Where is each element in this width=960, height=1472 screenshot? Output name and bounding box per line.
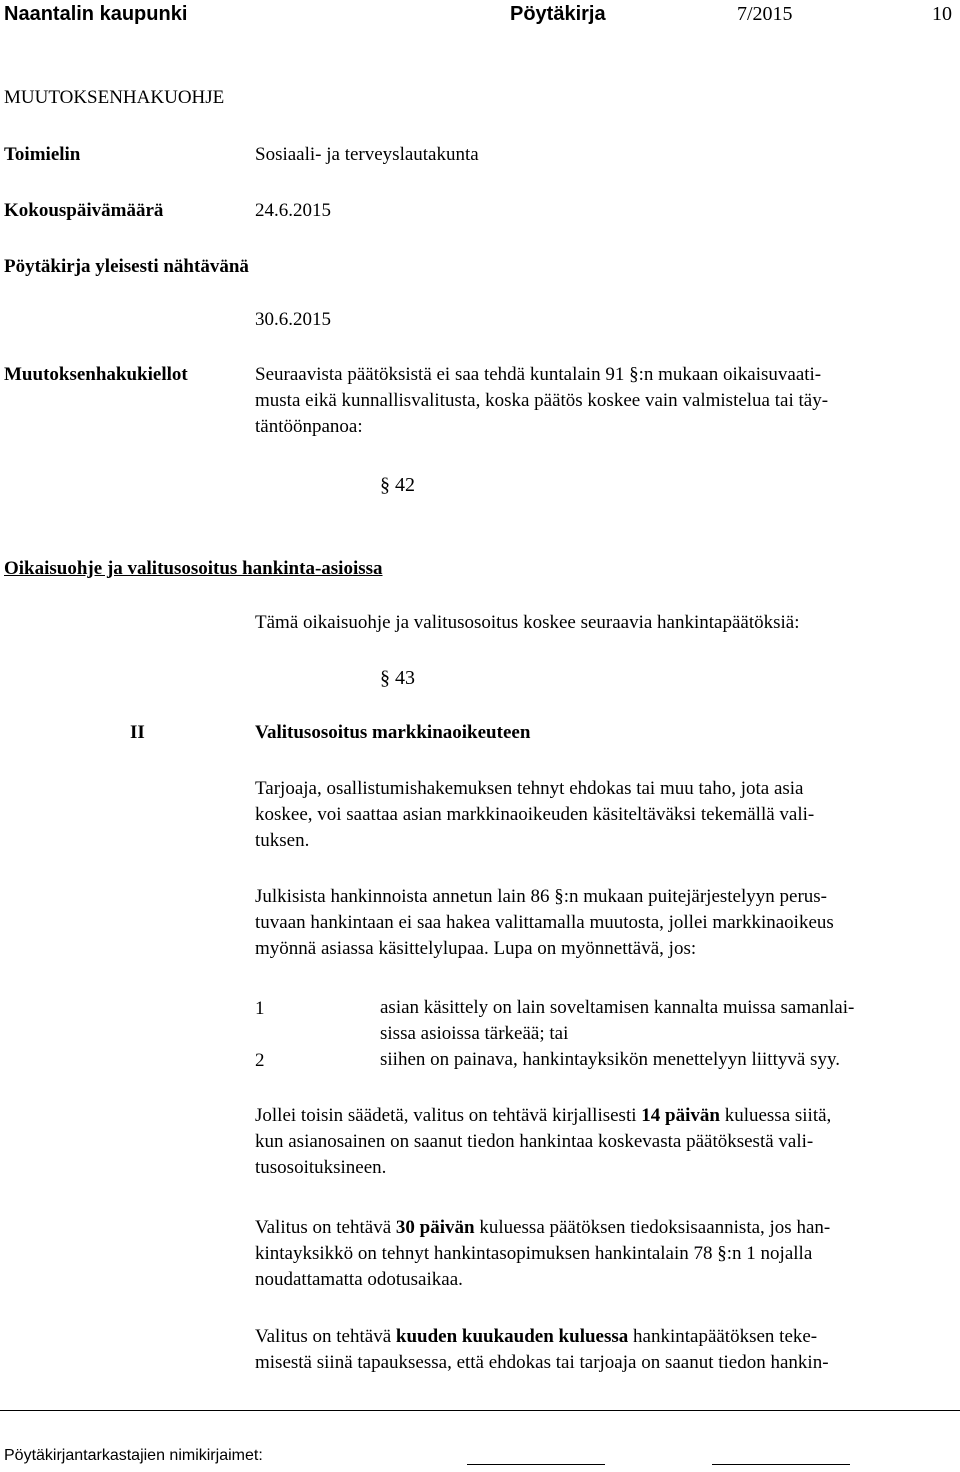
nahtavana-label: Pöytäkirja yleisesti nähtävänä [4,256,249,277]
part-number: II [130,722,145,743]
nahtavana-value: 30.6.2015 [255,309,331,330]
paragraph-line: tuvaan hankintaan ei saa hakea valittamalla muutosta, jollei markkinaoikeus [255,912,834,933]
list-number: 2 [255,1050,265,1071]
paragraph-line: Tarjoaja, osallistumishakemuksen tehnyt ehdokas tai muu taho, jota asia [255,778,804,799]
paragraph-line: kun asianosainen on saanut tiedon hankintaa koskevasta päätöksestä vali- [255,1131,814,1152]
toimielin-label: Toimielin [4,144,81,165]
header-org: Naantalin kaupunki [4,3,188,25]
restrictions-line: Seuraavista päätöksistä ei saa tehdä kuntalain 91 §:n mukaan oikaisuvaati- [255,364,822,385]
restrictions-text [255,362,828,440]
signature-line [467,1464,605,1465]
list-item [380,1047,840,1073]
paragraph-line: Julkisista hankinnoista annetun lain 86 §:n mukaan puitejärjestelyyn perus- [255,886,827,907]
kokous-label: Kokouspäivämäärä [4,200,164,221]
paragraph-3 [255,1103,831,1181]
restrictions-line: täntöönpanoa: [255,416,363,437]
section-42: § 42 [380,474,415,496]
deadline-30-days: 30 päivän [395,1217,475,1238]
footer-divider [0,1410,960,1411]
paragraph-line: koskee, voi saattaa asian markkinaoikeuden käsiteltäväksi tekemällä vali- [255,804,815,825]
paragraph-line: tusosoituksineen. [255,1157,387,1178]
procurement-heading: Oikaisuohje ja valitusosoitus hankinta-asioissa [4,558,383,579]
paragraph-5 [255,1324,829,1376]
list-item [380,995,854,1047]
restrictions-label: Muutoksenhakukiellot [4,364,188,385]
document-title: MUUTOKSENHAKUOHJE [4,87,225,108]
paragraph-line: Jollei toisin säädetä, valitus on tehtävä kirjallisesti 14 päivän kuluessa siitä, [255,1105,832,1126]
header-doc-type: Pöytäkirja [510,3,606,25]
paragraph-line: kintayksikkö on tehnyt hankintasopimuksen hankintalain 78 §:n 1 nojalla [255,1243,813,1264]
part-title: Valitusosoitus markkinaoikeuteen [255,722,531,743]
paragraph-line: misestä siinä tapauksessa, että ehdokas tai tarjoaja on saanut tiedon hankin- [255,1352,829,1373]
paragraph-2 [255,884,834,962]
kokous-value: 24.6.2015 [255,200,331,221]
list-item-line: asian käsittely on lain soveltamisen kannalta muissa samanlai- [380,997,855,1018]
section-43: § 43 [380,667,415,689]
paragraph-line: noudattamatta odotusaikaa. [255,1269,463,1290]
paragraph-1 [255,776,814,854]
paragraph-line: Valitus on tehtävä 30 päivän kuluessa päätöksen tiedoksisaannista, jos han- [255,1217,831,1238]
paragraph-4 [255,1215,830,1293]
paragraph-line: myönnä asiassa käsittelylupaa. Lupa on myönnettävä, jos: [255,938,697,959]
header-page-number: 10 [932,3,952,25]
header-doc-number: 7/2015 [737,3,793,25]
list-item-line: sissa asioissa tärkeää; tai [380,1023,569,1044]
list-number: 1 [255,998,265,1019]
signature-line [712,1464,850,1465]
signatures-label: Pöytäkirjantarkastajien nimikirjaimet: [4,1447,263,1464]
deadline-14-days: 14 päivän [641,1105,720,1126]
toimielin-value: Sosiaali- ja terveyslautakunta [255,144,479,165]
deadline-6-months: kuuden kuukauden kuluessa [395,1326,629,1347]
paragraph-line: tuksen. [255,830,310,851]
procurement-intro: Tämä oikaisuohje ja valitusosoitus koskee seuraavia hankintapäätöksiä: [255,612,800,633]
list-item-line: siihen on painava, hankintayksikön menettelyyn liittyvä syy. [380,1049,840,1070]
restrictions-line: musta eikä kunnallisvalitusta, koska päätös koskee vain valmistelua tai täy- [255,390,829,411]
paragraph-line: Valitus on tehtävä kuuden kuukauden kuluessa hankintapäätöksen teke- [255,1326,818,1347]
